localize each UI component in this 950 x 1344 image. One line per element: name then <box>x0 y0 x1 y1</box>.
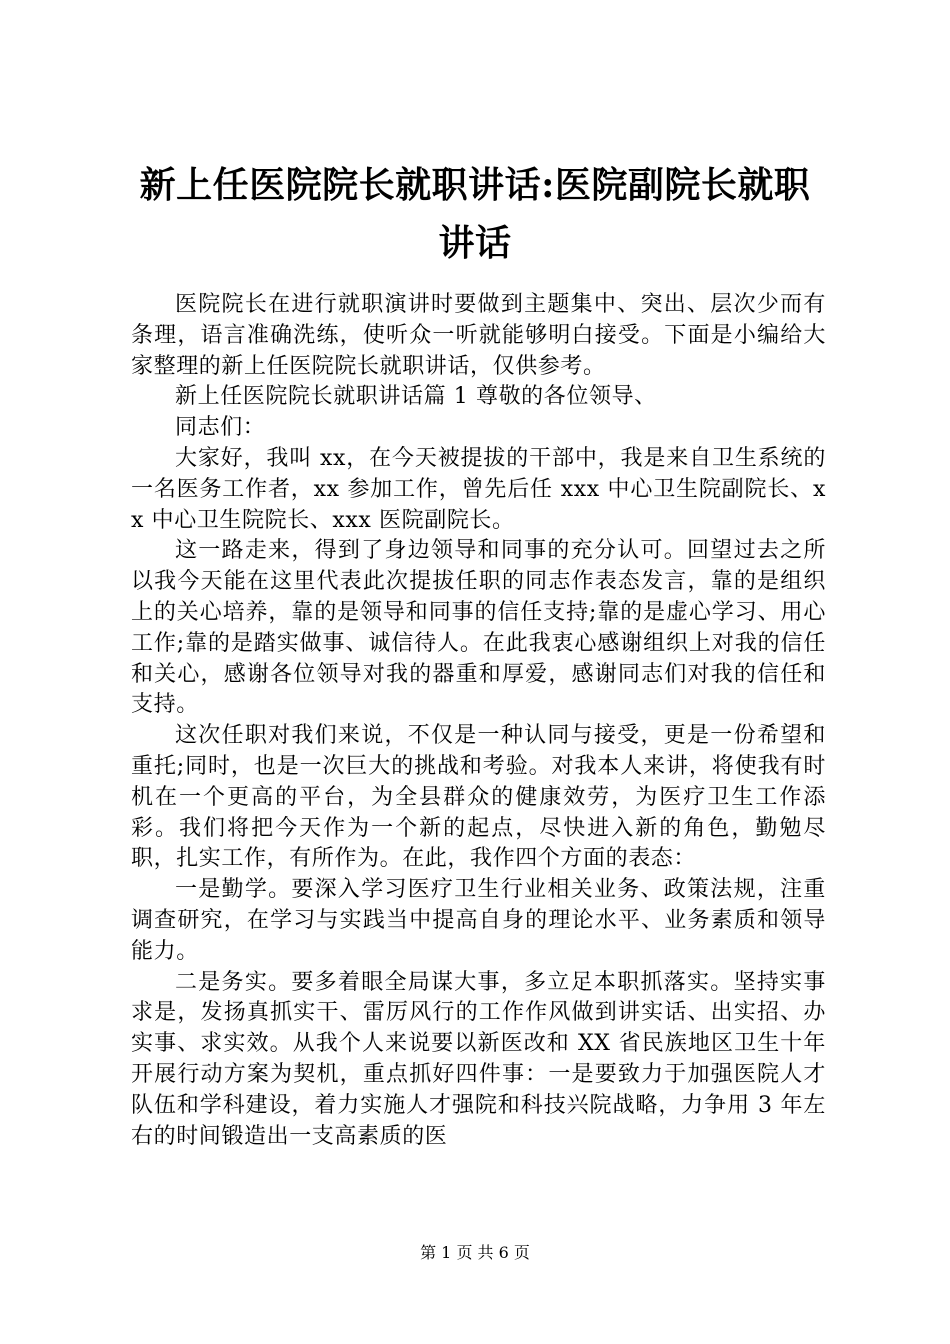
paragraph-section-heading: 新上任医院院长就职讲话篇 1 尊敬的各位领导、 <box>175 384 657 410</box>
paragraph-point-practical: 二是务实。要多着眼全局谋大事，多立足本职抓落实。坚持实事求是，发扬真抓实干、雷厉风行的工作作风做到讲实话、出实招、办实事、求实效。从我个人来说要以新医改和 XX 省民族地区卫生十年开展行动方案为契机，重点抓好四件事：一是要致力于加强医院人才队伍和学科建设，着力实施人才强院和科技兴院战略，力争用 3 年左右的时间锻造出一支高素质的医 <box>131 969 826 1149</box>
paragraph-salutation: 同志们： <box>175 415 266 441</box>
paragraph-self-introduction: 大家好，我叫 xx，在今天被提拔的干部中，我是来自卫生系统的一名医务工作者，xx 参加工作，曾先后任 xxx 中心卫生院副院长、xx 中心卫生院院长、xxx 医院副院长。 <box>131 445 826 533</box>
paragraph-point-study: 一是勤学。要深入学习医疗卫生行业相关业务、政策法规，注重调查研究，在学习与实践当中提高自身的理论水平、业务素质和领导能力。 <box>131 877 826 964</box>
document-body <box>131 290 826 1152</box>
paragraph-intro: 医院院长在进行就职演讲时要做到主题集中、突出、层次少而有条理，语言准确洗练，使听众一听就能够明白接受。下面是小编给大家整理的新上任医院院长就职讲话，仅供参考。 <box>131 292 826 379</box>
page-footer: 第 1 页 共 6 页 <box>420 1243 530 1262</box>
paragraph-commitment: 这次任职对我们来说，不仅是一种认同与接受，更是一份希望和重托;同时，也是一次巨大的挑战和考验。对我本人来讲，将使我有时机在一个更高的平台，为全县群众的健康效劳，为医疗卫生工作添彩。我们将把今天作为一个新的起点，尽快进入新的角色，勤勉尽职，扎实工作，有所作为。在此，我作四个方面的表态： <box>131 723 826 872</box>
paragraph-gratitude: 这一路走来，得到了身边领导和同事的充分认可。回望过去之所以我今天能在这里代表此次提拔任职的同志作表态发言，靠的是组织上的关心培养，靠的是领导和同事的信任支持;靠的是虚心学习、用心工作;靠的是踏实做事、诚信待人。在此我衷心感谢组织上对我的信任和关心，感谢各位领导对我的器重和厚爱，感谢同志们对我的信任和支持。 <box>131 538 826 718</box>
document-title: 新上任医院院长就职讲话:医院副院长就职讲话 <box>139 164 811 264</box>
